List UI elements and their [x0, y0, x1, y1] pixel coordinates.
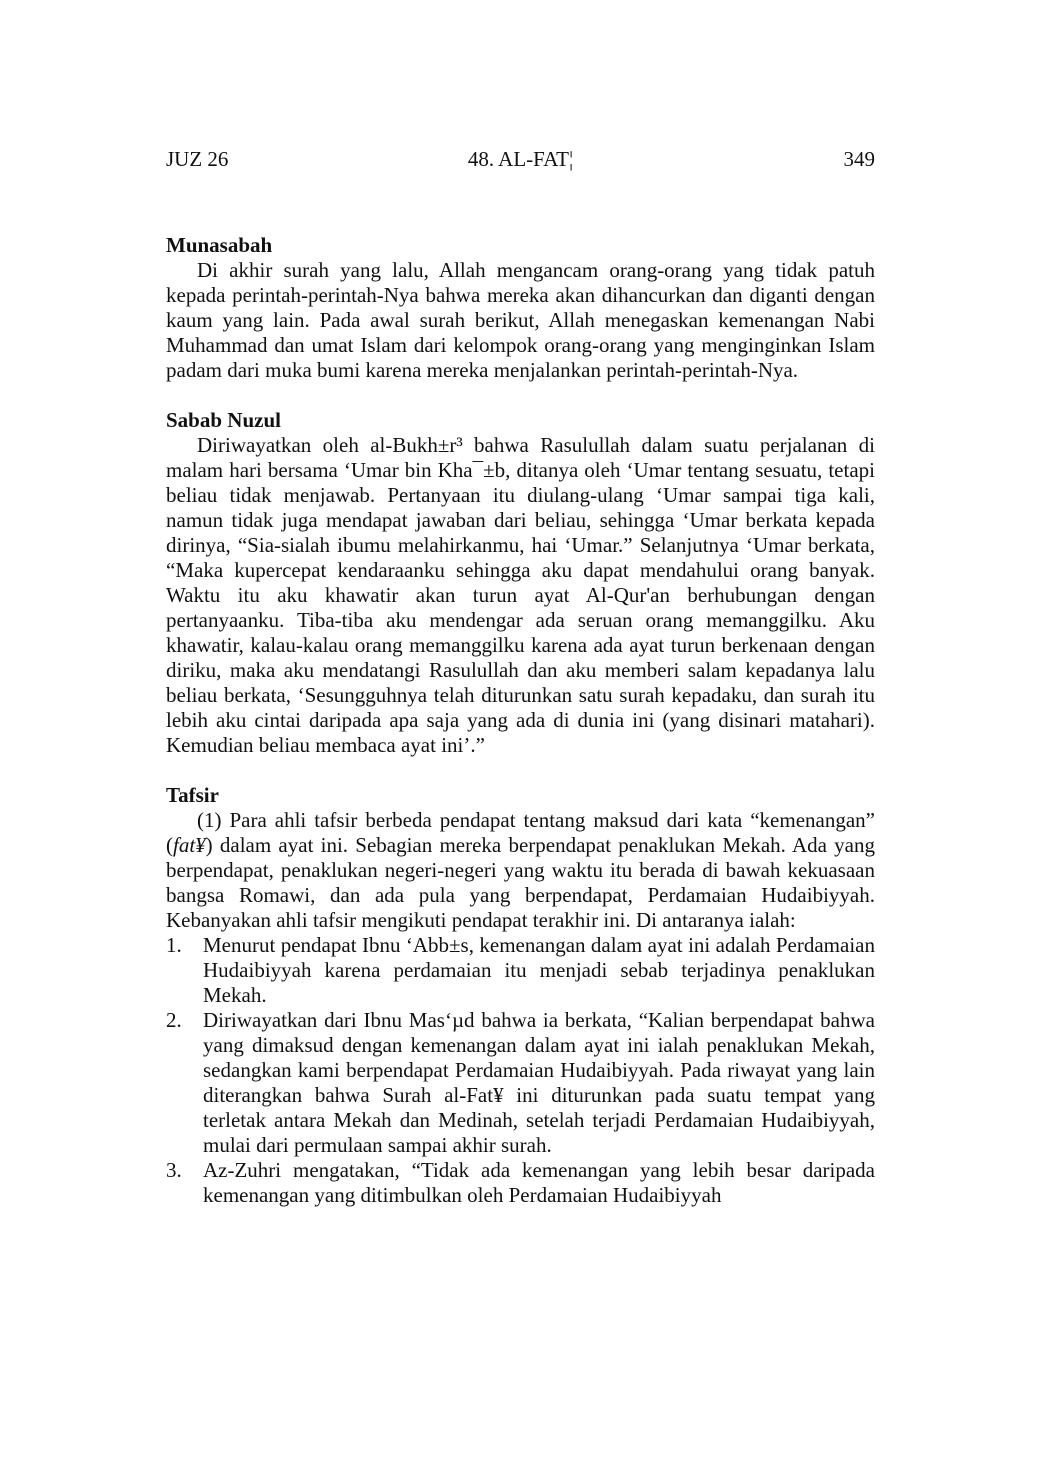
- list-item: [166, 1008, 875, 1158]
- list-item-text: Diriwayatkan dari Ibnu Mas‘µd bahwa ia berkata, “Kalian berpendapat bahwa yang dimaksud dengan kemenangan dalam ayat ini ialah penaklukan Mekah, sedangkan kami berpendapat Perdamaian Hudaibiyyah. Pada riwayat yang lain diterangkan bahwa Surah al-Fat¥ ini diturunkan pada suatu tempat yang terletak antara Mekah dan Medinah, setelah terjadi Perdamaian Hudaibiyyah, mulai dari permulaan sampai akhir surah.: [203, 1008, 875, 1157]
- section-tafsir: [166, 783, 875, 1208]
- surah-title: 48. AL-FAT¦: [467, 147, 574, 171]
- section-title-munasabah: Munasabah: [166, 233, 273, 257]
- running-header: [166, 140, 875, 180]
- sabab-nuzul-paragraph: Diriwayatkan oleh al-Bukh±r³ bahwa Rasulullah dalam suatu perjalanan di malam hari bersama ‘Umar bin Kha¯±b, ditanya oleh ‘Umar tentang sesuatu, tetapi beliau tidak menjawab. Pertanyaan itu diulang-ulang ‘Umar sampai tiga kali, namun tidak juga mendapat jawaban dari beliau, sehingga ‘Umar berkata kepada dirinya, “Sia-sialah ibumu melahirkanmu, hai ‘Umar.” Selanjutnya ‘Umar berkata, “Maka kupercepat kendaraanku sehingga aku dapat mendahului orang banyak. Waktu itu aku khawatir akan turun ayat Al-Qur'an berhubungan dengan pertanyaanku. Tiba-tiba aku mendengar ada seruan orang memanggilku. Aku khawatir, kalau-kalau orang memanggilku karena ada ayat turun berkenaan dengan diriku, maka aku mendatangi Rasulullah dan aku memberi salam kepadanya lalu beliau berkata, ‘Sesungguhnya telah diturunkan satu surah kepadaku, dan surah itu lebih aku cintai daripada apa saja yang ada di dunia ini (yang disinari matahari). Kemudian beliau membaca ayat ini’.”: [166, 433, 875, 757]
- tafsir-intro-paragraph: [166, 808, 875, 933]
- list-item-text: Menurut pendapat Ibnu ‘Abb±s, kemenangan dalam ayat ini adalah Perdamaian Hudaibiyyah karena perdamaian itu menjadi sebab terjadinya penaklukan Mekah.: [203, 933, 875, 1007]
- munasabah-paragraph: Di akhir surah yang lalu, Allah mengancam orang-orang yang tidak patuh kepada perintah-perintah-Nya bahwa mereka akan dihancurkan dan diganti dengan kaum yang lain. Pada awal surah berikut, Allah menegaskan kemenangan Nabi Muhammad dan umat Islam dari kelompok orang-orang yang menginginkan Islam padam dari muka bumi karena mereka menjalankan perintah-perintah-Nya.: [166, 258, 875, 382]
- juz-label: JUZ 26: [166, 147, 229, 171]
- list-item-number: 1.: [166, 933, 182, 957]
- tafsir-intro-italic-term: fat¥: [173, 833, 206, 857]
- section-munasabah: [166, 233, 875, 383]
- list-item: [166, 933, 875, 1008]
- tafsir-intro-before: (1) Para ahli tafsir berbeda pendapat tentang maksud dari kata “kemenangan” (: [166, 808, 875, 857]
- list-item-number: 3.: [166, 1158, 182, 1182]
- section-sabab-nuzul: [166, 408, 875, 758]
- list-item-text: Az-Zuhri mengatakan, “Tidak ada kemenangan yang lebih besar daripada kemenangan yang ditimbulkan oleh Perdamaian Hudaibiyyah: [203, 1158, 875, 1207]
- list-item: [166, 1158, 875, 1208]
- page-number: 349: [843, 147, 875, 171]
- tafsir-list: [166, 933, 875, 1208]
- section-title-tafsir: Tafsir: [166, 783, 219, 807]
- section-title-sabab-nuzul: Sabab Nuzul: [166, 408, 281, 432]
- document-page: [166, 140, 875, 1208]
- list-item-number: 2.: [166, 1008, 182, 1032]
- tafsir-intro-after: ) dalam ayat ini. Sebagian mereka berpendapat penaklukan Mekah. Ada yang berpendapat, penaklukan negeri-negeri yang waktu itu berada di bawah kekuasaan bangsa Romawi, dan ada pula yang berpendapat, Perdamaian Hudaibiyyah. Kebanyakan ahli tafsir mengikuti pendapat terakhir ini. Di antaranya ialah:: [166, 833, 875, 932]
